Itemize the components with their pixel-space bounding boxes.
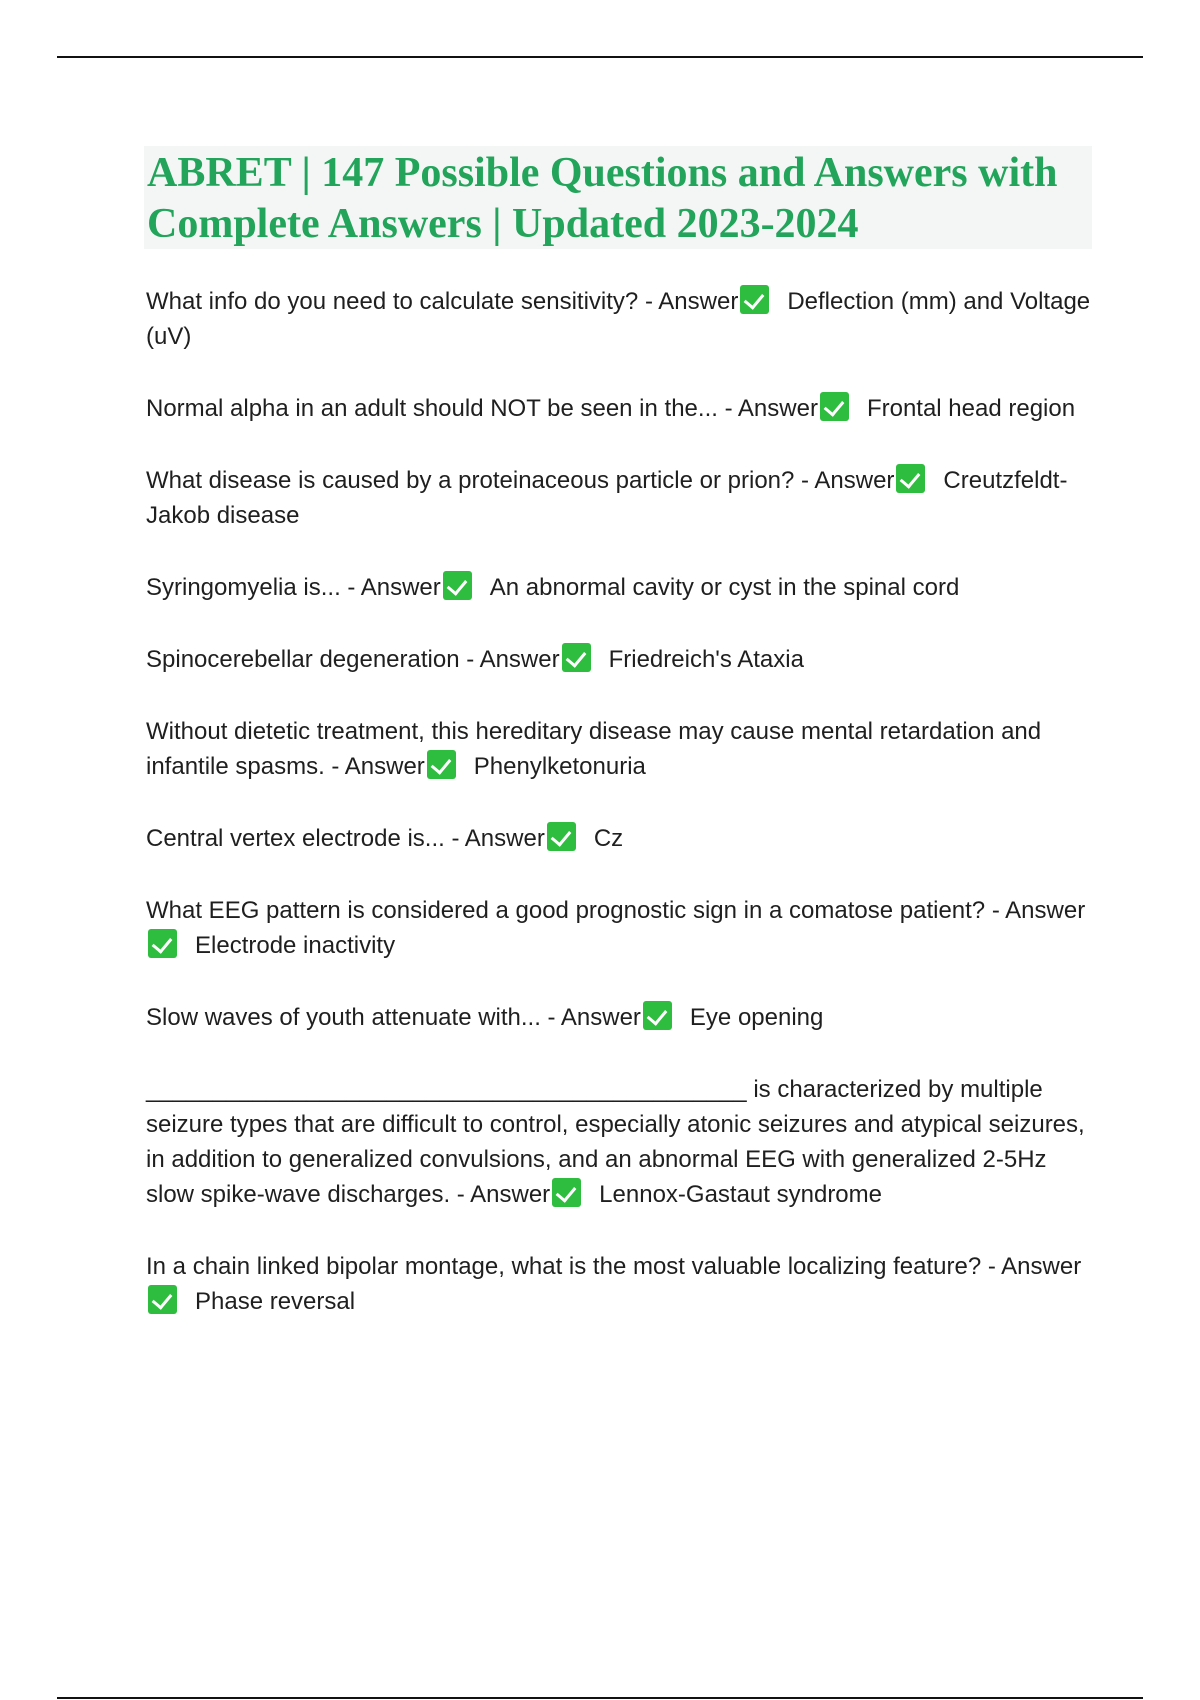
answer-text: Lennox-Gastaut syndrome <box>599 1181 882 1208</box>
qa-item <box>146 821 1096 856</box>
qa-item <box>146 284 1096 354</box>
document-title: ABRET | 147 Possible Questions and Answers with Complete Answers | Updated 2023-2024 <box>147 150 1058 247</box>
checkmark-icon <box>740 285 769 314</box>
question-text: Central vertex electrode is... - <box>146 825 465 852</box>
answer-label: Answer <box>1001 1253 1082 1280</box>
question-text: Without dietetic treatment, this hereditary disease may cause mental retardation and infantile spasms. - <box>146 718 1042 780</box>
title-banner <box>144 146 1092 249</box>
checkmark-icon <box>148 929 177 958</box>
answer-label: Answer <box>658 288 739 315</box>
qa-item <box>146 1000 1096 1035</box>
top-rule <box>57 56 1143 58</box>
answer-label: Answer <box>360 574 441 601</box>
answer-label: Answer <box>344 753 425 780</box>
answer-text: Electrode inactivity <box>195 932 396 959</box>
answer-label: Answer <box>1005 897 1086 924</box>
answer-label: Answer <box>479 646 560 673</box>
qa-item <box>146 1249 1096 1319</box>
qa-item <box>146 642 1096 677</box>
question-text: Spinocerebellar degeneration - <box>146 646 480 673</box>
checkmark-icon <box>443 571 472 600</box>
bottom-rule <box>57 1697 1143 1699</box>
answer-text: Cz <box>593 825 624 852</box>
answer-text: Creutzfeldt-Jakob disease <box>146 467 1068 529</box>
checkmark-icon <box>427 750 456 779</box>
checkmark-icon <box>148 1285 177 1314</box>
answer-label: Answer <box>464 825 545 852</box>
answer-label: Answer <box>560 1004 641 1031</box>
question-text: In a chain linked bipolar montage, what is the most valuable localizing feature? - <box>146 1253 1002 1280</box>
checkmark-icon <box>552 1178 581 1207</box>
answer-text: An abnormal cavity or cyst in the spinal cord <box>489 574 960 601</box>
qa-item <box>146 893 1096 963</box>
question-text: Syringomyelia is... - <box>146 574 361 601</box>
question-text: _____________________________________________ is characterized by multiple seizure types that are difficult to control, especially atonic seizures and atypical seizures, in addition to generalized convulsions, and an abnormal EEG with generalized 2-5Hz slow spike-wave discharges. - <box>146 1076 1085 1208</box>
question-text: What info do you need to calculate sensitivity? - <box>146 288 659 315</box>
answer-text: Frontal head region <box>866 395 1076 422</box>
question-text: What EEG pattern is considered a good prognostic sign in a comatose patient? - <box>146 897 1006 924</box>
answer-label: Answer <box>814 467 895 494</box>
question-text: Slow waves of youth attenuate with... - <box>146 1004 561 1031</box>
answer-label: Answer <box>470 1181 551 1208</box>
answer-text: Friedreich's Ataxia <box>608 646 804 673</box>
qa-item <box>146 714 1096 784</box>
question-text: What disease is caused by a proteinaceous particle or prion? - <box>146 467 815 494</box>
answer-label: Answer <box>737 395 818 422</box>
answer-text: Eye opening <box>689 1004 824 1031</box>
qa-item <box>146 463 1096 533</box>
answer-text: Phenylketonuria <box>473 753 646 780</box>
checkmark-icon <box>896 464 925 493</box>
checkmark-icon <box>820 392 849 421</box>
checkmark-icon <box>547 822 576 851</box>
qa-list <box>146 284 1096 1356</box>
qa-item <box>146 391 1096 426</box>
answer-text: Deflection (mm) and Voltage (uV) <box>146 288 1091 350</box>
checkmark-icon <box>643 1001 672 1030</box>
checkmark-icon <box>562 643 591 672</box>
qa-item <box>146 1072 1096 1212</box>
qa-item <box>146 570 1096 605</box>
answer-text: Phase reversal <box>195 1288 356 1315</box>
question-text: Normal alpha in an adult should NOT be seen in the... - <box>146 395 738 422</box>
